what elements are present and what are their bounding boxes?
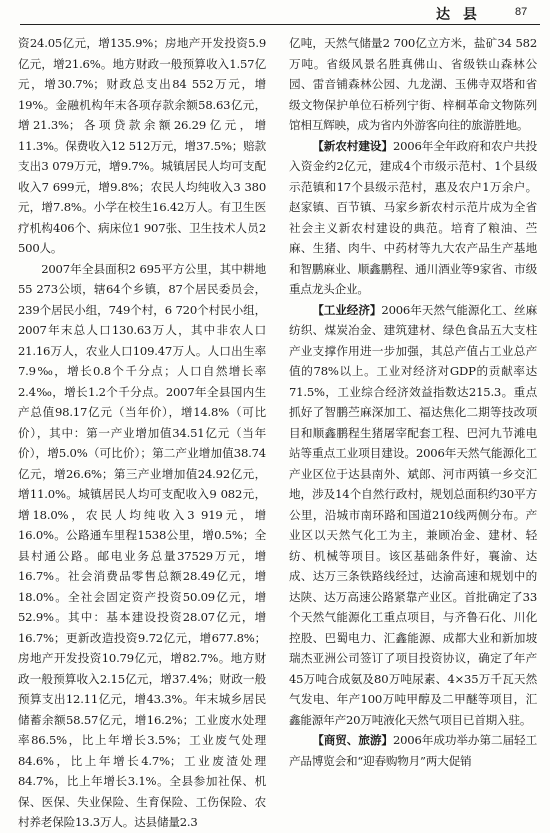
heading-new-countryside: 【新农村建设】 xyxy=(312,138,393,153)
section-industrial-economy xyxy=(289,300,537,731)
heading-industrial-economy: 【工业经济】 xyxy=(312,302,382,317)
section-new-countryside xyxy=(289,136,537,300)
running-header xyxy=(0,0,550,26)
paragraph-statistics-2007: 2007年全县面积2 695平方公里，其中耕地55 273公顷，辖64个乡镇，87个居民委员会，239个居民小组，749个村，6 720个村民小组，2007年末总人口130.63万人，其中非农人口21.16万人，农业人口109.47万人。人口出生率7.9‰，增长0.8个千分点；人口自然增长率2.4‰，增长1.2个千分点。2007年全县国内生产总值98.17亿元（当年价），增14.8%（可比价），其中：第一产业增加值34.51亿元（当年价），增5.0%（可比价）；第二产业增加值38.74亿元，增26.6%；第三产业增加值24.92亿元，增11.0%。城镇居民人均可支配收入9 082元，增18.0%，农民人均纯收入3 919元，增16.0%。公路通车里程1538公里，增0.5%；全县村通公路。邮电业务总量37529万元，增16.7%。社会消费品零售总额28.49亿元，增18.0%。全社会固定资产投资50.09亿元，增52.9%。其中：基本建设投资28.07亿元，增16.7%；更新改造投资9.72亿元，增677.8%；房地产开发投资10.79亿元，增82.7%。地方财政一般预算收入2.15亿元，增37.4%；财政一般预算支出12.11亿元，增43.3%。年末城乡居民储蓄余额58.57亿元，增16.2%；工业废水处理率86.5%，比上年增长3.5%；工业废气处理84.6%，比上年增长4.7%；工业废渣处理84.7%，比上年增长3.1%。全县参加社保、机保、医保、失业保险、生育保险、工伤保险、农村养老保险13.3万人。达县储量2.3 xyxy=(18,261,266,829)
running-title: 达 县 xyxy=(436,7,481,23)
text-commerce-tourism: 2006年成功举办第二届轻工产品博览会和“迎春购物月”两大促销 xyxy=(289,733,537,768)
header-rule xyxy=(20,24,540,25)
section-commerce-tourism xyxy=(289,730,537,771)
text-industrial-economy: 2006年天然气能源化工、丝麻纺织、煤炭冶金、建筑建材、绿色食品五大支柱产业支撑作用进一步加强，其总产值占工业总产值的78%以上。工业对经济对GDP的贡献率达71.5%，工业综合经济效益指数达215.3。重点抓好了智鹏苎麻深加工、福达焦化二期等技改项目和顺鑫鹏程生猪屠宰配套工程、巴河九节滩电站等重点工业项目建设。2006年天然气能源化工产业区位于达县南外、斌郎、河市两镇一乡交汇地，涉及14个自然行政村，规划总面积约30平方公里，沿城市南环路和国道210线两侧分布。产业区以天然气化工为主，兼顾冶金、建材、轻纺、机械等项目。该区基础条件好，襄渝、达成、达万三条铁路线经过，达渝高速和规划中的达陕、达万高速公路紧靠产业区。首批确定了33个天然气能源化工重点项目，与齐鲁石化、川化控股、巴蜀电力、汇鑫能源、成都大业和新加坡瑞杰亚洲公司签订了项目投资协议，确定了年产45万吨合成氨及80万吨尿素、4×35万千瓦天然气发电、年产100万吨甲醇及二甲醚等项目，汇鑫能源年产20万吨液化天然气项目已首期入驻。 xyxy=(289,302,537,727)
heading-commerce-tourism: 【商贸、旅游】 xyxy=(312,733,393,747)
page-number: 87 xyxy=(515,6,528,18)
paragraph-tourism-resources: 亿吨，天然气储量2 700亿立方米，盐矿34 582万吨。省级风景名胜真佛山、省级铁山森林公园、雷音铺森林公园、九龙湖、玉佛寺双塔和省级文物保护单位石桥列宁街、梓桐革命文物陈列馆相互辉映，成为省内外游客向往的旅游胜地。 xyxy=(289,36,537,132)
text-new-countryside: 2006年全年政府和农户共投入资金约2亿元，建成4个市级示范村、1个县级示范镇和17个县级示范村，惠及农户1万余户。赵家镇、百节镇、马家乡新农村示范片成为全省社会主义新农村建设的典范。培育了粮油、苎麻、生猪、肉牛、中药材等九大农产品生产基地和智鹏麻业、顺鑫鹏程、通川酒业等9家省、市级重点龙头企业。 xyxy=(289,138,537,296)
right-column xyxy=(289,33,537,771)
left-column xyxy=(18,33,266,833)
paragraph-economy-2006: 资24.05亿元，增135.9%；房地产开发投资5.9亿元，增21.6%。地方财政一般预算收入1.57亿元，增30.7%；财政总支出84 552万元，增19%。金融机构年末各项存款余额58.63亿元，增21.3%；各项贷款余额26.29亿元，增11.3%。保费收入12 512万元，增37.5%；赔款支出3 079万元，增9.7%。城镇居民人均可支配收入7 699元，增9.8%；农民人均纯收入3 380元，增7.8%。小学在校生16.42万人。有卫生医疗机构406个、病床位1 907张、卫生技术人员2 500人。 xyxy=(18,36,266,255)
